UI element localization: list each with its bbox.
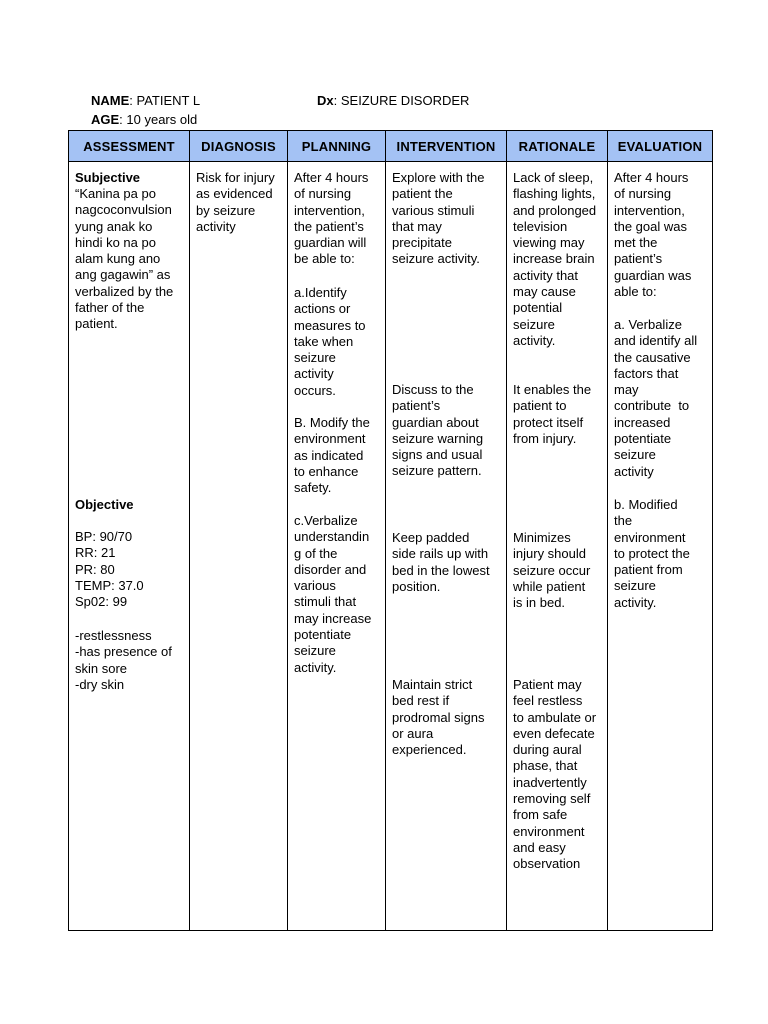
evaluation-a: a. Verbalize and identify all the causative factors that may contribute to increased potentiate seizure activity <box>614 317 698 479</box>
patient-name <box>91 93 200 109</box>
intervention-3: Keep padded side rails up with bed in the lowest position. <box>392 530 490 594</box>
col-header-rationale: RATIONALE <box>507 131 608 162</box>
objective-findings: -restlessness -has presence of skin sore -dry skin <box>75 628 172 692</box>
col-header-diagnosis: DIAGNOSIS <box>190 131 288 162</box>
planning-goal-b: B. Modify the environment as indicated to enhance safety. <box>294 415 370 496</box>
rationale-4: Patient may feel restless to ambulate or even defecate during aural phase, that inadvertently removing self from safe environment and easy observation <box>513 677 597 872</box>
age-label: AGE <box>91 112 120 127</box>
col-header-evaluation: EVALUATION <box>608 131 713 162</box>
name-value: : PATIENT L <box>129 93 201 108</box>
patient-age <box>91 112 197 128</box>
name-label: NAME <box>91 93 130 108</box>
assessment-cell <box>69 162 190 931</box>
evaluation-b: b. Modified the environment to protect the patient from seizure activity. <box>614 497 690 610</box>
col-header-intervention: INTERVENTION <box>386 131 507 162</box>
rationale-3: Minimizes injury should seizure occur while patient is in bed. <box>513 530 591 611</box>
diagnosis-dx <box>317 93 469 109</box>
age-value: : 10 years old <box>119 112 198 127</box>
objective-label: Objective <box>75 497 134 512</box>
intervention-cell <box>386 162 507 931</box>
planning-cell <box>288 162 386 931</box>
diagnosis-text: Risk for injury as evidenced by seizure activity <box>196 170 275 234</box>
col-header-planning: PLANNING <box>288 131 386 162</box>
table-header-row <box>69 131 713 162</box>
rationale-cell <box>507 162 608 931</box>
rationale-1: Lack of sleep, flashing lights, and prolonged television viewing may increase brain activity that may cause potential seizure activity. <box>513 170 597 348</box>
col-header-assessment: ASSESSMENT <box>69 131 190 162</box>
evaluation-intro: After 4 hours of nursing intervention, the goal was met the patient’s guardian was able to: <box>614 170 692 300</box>
dx-label: Dx <box>317 93 334 108</box>
planning-intro: After 4 hours of nursing intervention, the patient’s guardian will be able to: <box>294 170 369 267</box>
evaluation-cell <box>608 162 713 931</box>
intervention-2: Discuss to the patient’s guardian about seizure warning signs and usual seizure pattern. <box>392 382 484 479</box>
vital-signs: BP: 90/70 RR: 21 PR: 80 TEMP: 37.0 Sp02: 99 <box>75 529 144 610</box>
dx-value: : SEIZURE DISORDER <box>333 93 470 108</box>
rationale-2: It enables the patient to protect itself from injury. <box>513 382 592 446</box>
table-row <box>69 162 713 931</box>
subjective-text: “Kanina pa po nagcoconvulsion yung anak ko hindi ko na po alam kung ano ang gagawin” as verbalized by the father of the patient. <box>75 186 174 332</box>
diagnosis-cell <box>190 162 288 931</box>
planning-goal-a: a.Identify actions or measures to take when seizure activity occurs. <box>294 285 366 398</box>
intervention-4: Maintain strict bed rest if prodromal signs or aura experienced. <box>392 677 485 758</box>
nursing-care-plan-table <box>68 130 713 931</box>
planning-goal-c: c.Verbalize understandin g of the disorder and various stimuli that may increase potentiate seizure activity. <box>294 513 372 675</box>
subjective-label: Subjective <box>75 170 141 185</box>
intervention-1: Explore with the patient the various stimuli that may precipitate seizure activity. <box>392 170 485 267</box>
